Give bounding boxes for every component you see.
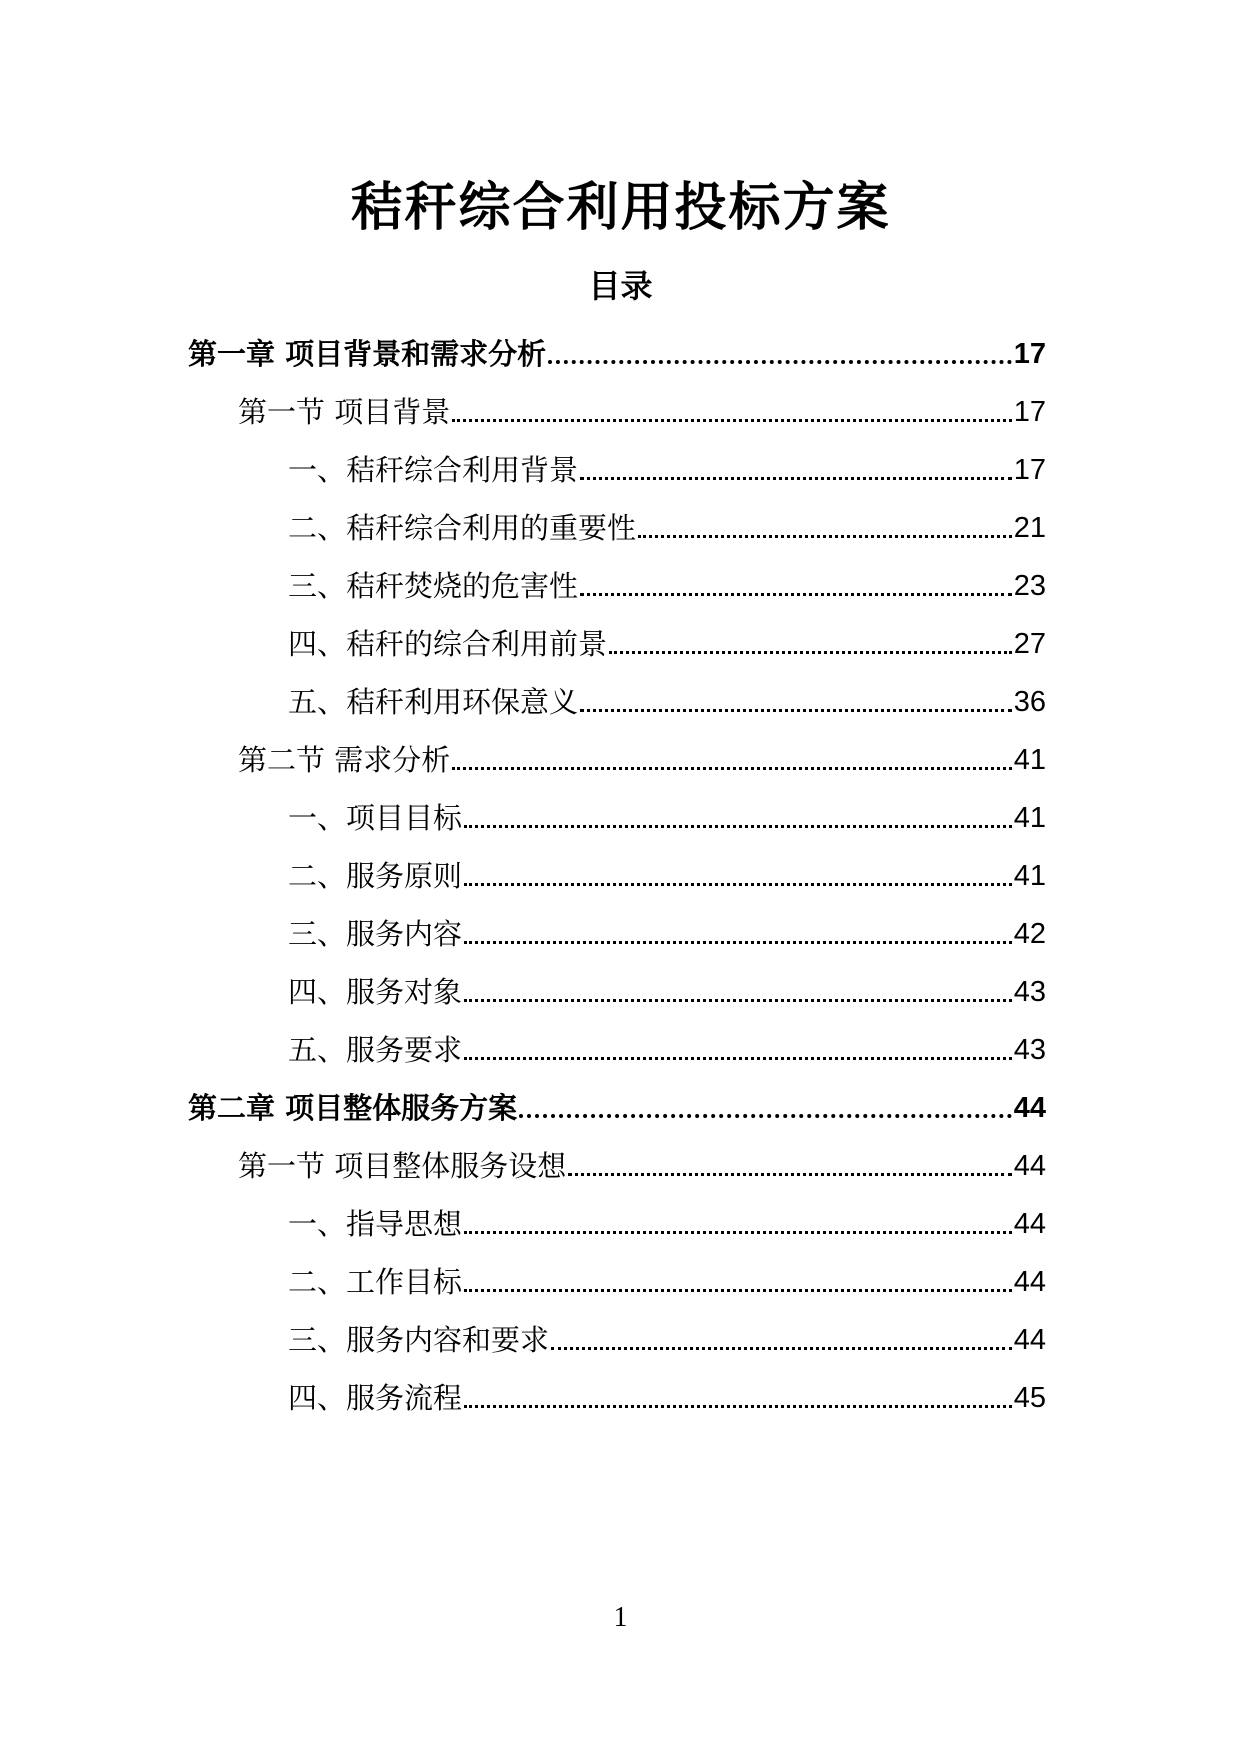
toc-entry-page: 41: [1013, 860, 1046, 892]
toc-entry-chapter-1[interactable]: [188, 330, 1046, 374]
toc-entry-section-1-1[interactable]: [238, 388, 1046, 432]
toc-entry-page: 36: [1013, 686, 1046, 718]
toc-entry-label: 五、秸秆利用环保意义: [288, 685, 579, 719]
toc-entry-page: 42: [1013, 918, 1046, 950]
toc-entry-section-1-2[interactable]: [238, 736, 1046, 780]
toc-entry-section-2-1[interactable]: [238, 1142, 1046, 1186]
toc-leader-dots: [464, 1405, 1012, 1408]
toc-leader-dots: [568, 1173, 1012, 1176]
toc-leader-dots: [464, 825, 1012, 828]
toc-entry-item[interactable]: [288, 1026, 1046, 1070]
toc-leader-dots: [464, 1289, 1012, 1292]
page-title: 秸秆综合利用投标方案: [350, 178, 891, 238]
toc-leader-dots: [580, 593, 1012, 596]
toc-entry-item[interactable]: [288, 852, 1046, 896]
toc-leader-dots: [452, 419, 1012, 422]
toc-heading: 目录: [588, 267, 653, 305]
toc-entry-label: 四、秸秆的综合利用前景: [288, 627, 608, 661]
toc-entry-page: 27: [1013, 628, 1046, 660]
toc-entry-page: 44: [1013, 1324, 1046, 1356]
toc-entry-label: 第一章 项目背景和需求分析: [188, 337, 547, 371]
toc-entry-item[interactable]: [288, 1316, 1046, 1360]
toc-entry-page: 41: [1013, 802, 1046, 834]
toc-entry-item[interactable]: [288, 620, 1046, 664]
toc-entry-item[interactable]: [288, 1374, 1046, 1418]
toc-entry-page: 23: [1013, 570, 1046, 602]
toc-entry-label: 第一节 项目整体服务设想: [238, 1149, 567, 1183]
toc-entry-chapter-2[interactable]: [188, 1084, 1046, 1128]
toc-entry-page: 45: [1013, 1382, 1046, 1414]
toc-leader-dots: [580, 709, 1012, 712]
toc-entry-page: 43: [1013, 1034, 1046, 1066]
toc-entry-label: 三、服务内容和要求: [288, 1323, 550, 1357]
toc-entry-page: 17: [1013, 454, 1046, 486]
toc-entry-label: 一、秸秆综合利用背景: [288, 453, 579, 487]
toc-entry-item[interactable]: [288, 968, 1046, 1012]
toc-entry-label: 四、服务流程: [288, 1381, 463, 1415]
toc-entry-label: 二、工作目标: [288, 1265, 463, 1299]
toc-entry-label: 三、服务内容: [288, 917, 463, 951]
toc-entry-label: 一、项目目标: [288, 801, 463, 835]
toc-entry-label: 二、服务原则: [288, 859, 463, 893]
page-number: 1: [613, 1602, 628, 1633]
toc-entry-label: 一、指导思想: [288, 1207, 463, 1241]
toc-leader-dots: [452, 767, 1012, 770]
toc-leader-dots: [464, 883, 1012, 886]
toc-entry-page: 43: [1013, 976, 1046, 1008]
toc-leader-dots: [609, 651, 1012, 654]
toc-entry-item[interactable]: [288, 562, 1046, 606]
toc-entry-item[interactable]: [288, 1200, 1046, 1244]
toc-entry-label: 第二节 需求分析: [238, 743, 451, 777]
toc-entry-label: 第一节 项目背景: [238, 395, 451, 429]
toc-entry-page: 17: [1013, 338, 1046, 370]
toc-entry-item[interactable]: [288, 446, 1046, 490]
toc-leader-dots: [464, 1231, 1012, 1234]
toc-entry-page: 41: [1013, 744, 1046, 776]
toc-entry-label: 五、服务要求: [288, 1033, 463, 1067]
toc-leader-dots: [580, 477, 1012, 480]
toc-entry-label: 三、秸秆焚烧的危害性: [288, 569, 579, 603]
toc-leader-dots: [519, 1114, 1012, 1118]
toc-leader-dots: [551, 1347, 1012, 1350]
toc-entry-item[interactable]: [288, 794, 1046, 838]
toc-entry-item[interactable]: [288, 504, 1046, 548]
toc-entry-page: 17: [1013, 396, 1046, 428]
toc-entry-page: 44: [1013, 1208, 1046, 1240]
toc-leader-dots: [548, 360, 1012, 364]
toc-leader-dots: [464, 941, 1012, 944]
toc-entry-label: 第二章 项目整体服务方案: [188, 1091, 518, 1125]
toc-entry-item[interactable]: [288, 678, 1046, 722]
toc-leader-dots: [464, 1057, 1012, 1060]
toc-entry-label: 四、服务对象: [288, 975, 463, 1009]
toc-entry-page: 44: [1013, 1092, 1046, 1124]
toc-entry-item[interactable]: [288, 910, 1046, 954]
toc-leader-dots: [464, 999, 1012, 1002]
toc-entry-label: 二、秸秆综合利用的重要性: [288, 511, 637, 545]
toc-entry-page: 44: [1013, 1150, 1046, 1182]
toc-entry-item[interactable]: [288, 1258, 1046, 1302]
toc-entry-page: 21: [1013, 512, 1046, 544]
toc-leader-dots: [638, 535, 1012, 538]
toc-entry-page: 44: [1013, 1266, 1046, 1298]
